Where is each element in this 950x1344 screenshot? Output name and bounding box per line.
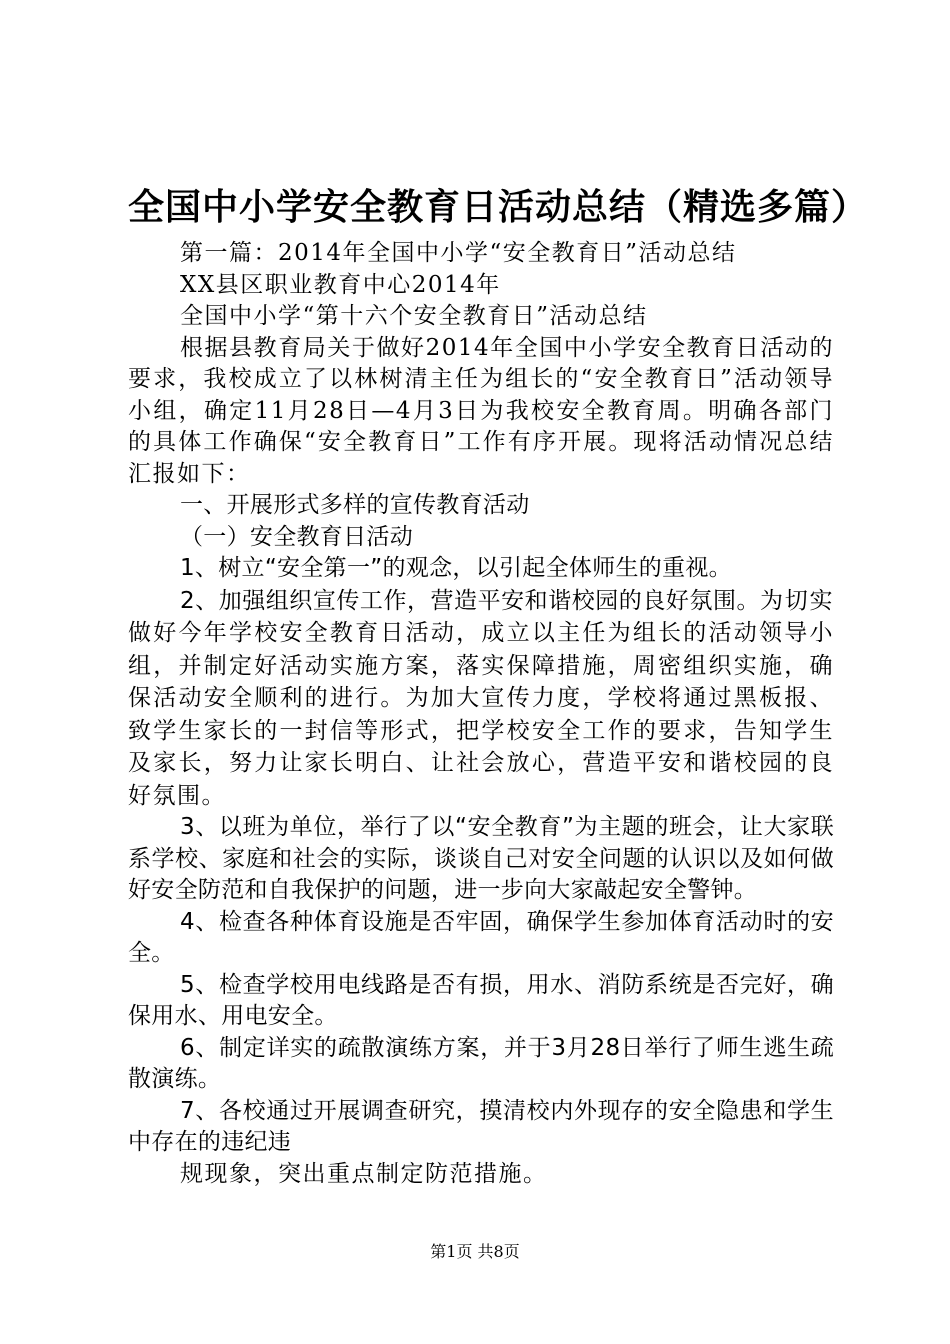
subsection-heading-1: （一）安全教育日活动: [180, 523, 413, 550]
list-item-7-continued: 规现象，突出重点制定防范措施。: [180, 1160, 548, 1187]
list-item-5: 5、检查学校用电线路是否有损，用水、消防系统是否完好，确保用水、用电安全。: [128, 971, 834, 1029]
paragraph-intro: 根据县教育局关于做好2014年全国中小学安全教育日活动的要求，我校成立了以林树清主任为组长的“安全教育日”活动领导小组，确定11月28日—4月3日为我校安全教育周。明确各部门的具体工作确保“安全教育日”工作有序开展。现将活动情况总结汇报如下：: [128, 334, 834, 487]
document-body: [128, 238, 834, 1190]
section-heading-1: 一、开展形式多样的宣传教育活动: [180, 492, 530, 518]
list-item-2-lead: 2、加强组织宣传工作，营造平安和谐校园的良好氛围。: [180, 587, 761, 614]
list-item-1: 1、树立“安全第一”的观念，以引起全体师生的重视。: [180, 555, 732, 581]
page-footer: 第1页 共8页: [430, 1242, 520, 1261]
paragraph-school-name: XX县区职业教育中心2014年: [180, 271, 501, 298]
list-item-4: 4、检查各种体育设施是否牢固，确保学生参加体育活动时的安全。: [128, 908, 834, 966]
document-title: 全国中小学安全教育日活动总结（精选多篇）: [128, 187, 869, 228]
list-item-7: 7、各校通过开展调查研究，摸清校内外现存的安全隐患和学生中存在的违纪违: [128, 1097, 834, 1155]
list-item-2-body: 为切实做好今年学校安全教育日活动，成立以主任为组长的活动领导小组，并制定好活动实施方案，落实保障措施，周密组织实施，确保活动安全顺利的进行。为加大宣传力度，学校将通过黑板报、致学生家长的一封信等形式，把学校安全工作的要求，告知学生及家长，努力让家长明白、让社会放心，营造平安和谐校园的良好氛围。: [128, 587, 835, 809]
list-item-6: 6、制定详实的疏散演练方案，并于3月28日举行了师生逃生疏散演练。: [128, 1034, 834, 1092]
list-item-3: 3、以班为单位，举行了以“安全教育”为主题的班会，让大家联系学校、家庭和社会的实际，谈谈自己对安全问题的认识以及如何做好安全防范和自我保护的问题，进一步向大家敲起安全警钟。: [128, 814, 834, 903]
paragraph-part-heading: 第一篇：2014年全国中小学“安全教育日”活动总结: [180, 240, 737, 266]
paragraph-subtitle: 全国中小学“第十六个安全教育日”活动总结: [180, 303, 648, 329]
list-item-2: [128, 585, 834, 813]
